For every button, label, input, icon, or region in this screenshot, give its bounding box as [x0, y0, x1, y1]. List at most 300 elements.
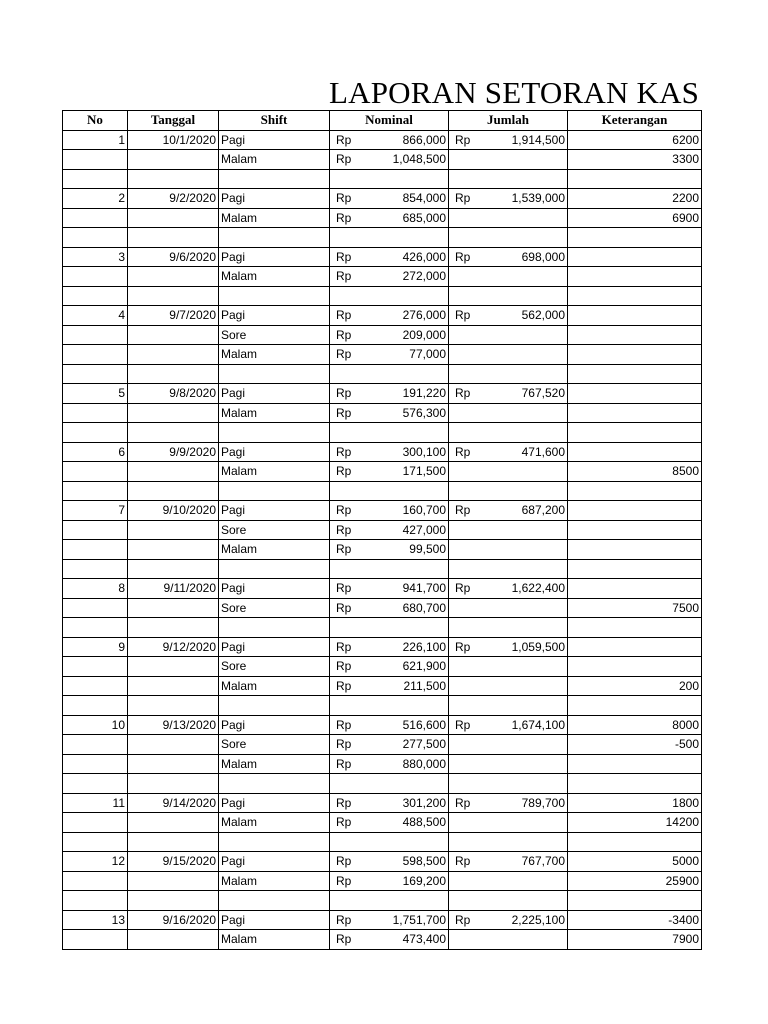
- cell-shift: Malam: [219, 267, 330, 287]
- cell-nominal: [330, 462, 449, 482]
- nominal-currency: Rp: [336, 327, 352, 342]
- nominal-currency: Rp: [336, 308, 352, 323]
- cell-jumlah: [449, 637, 568, 657]
- cell-shift: [219, 286, 330, 306]
- table-row: [63, 208, 702, 228]
- cell-jumlah: [449, 813, 568, 833]
- cell-nominal: [330, 501, 449, 521]
- cell-tanggal: 9/6/2020: [128, 247, 219, 267]
- header-tanggal: Tanggal: [128, 111, 219, 131]
- nominal-amount: 169,200: [402, 873, 446, 888]
- cell-jumlah: [449, 676, 568, 696]
- table-row: [63, 423, 702, 443]
- cell-tanggal: [128, 208, 219, 228]
- cell-jumlah: [449, 286, 568, 306]
- nominal-amount: 941,700: [402, 581, 446, 596]
- table-row: [63, 520, 702, 540]
- nominal-amount: 300,100: [402, 444, 446, 459]
- nominal-currency: Rp: [336, 581, 352, 596]
- cell-no: [63, 228, 128, 248]
- table-row: [63, 618, 702, 638]
- cell-no: 2: [63, 189, 128, 209]
- cell-tanggal: [128, 286, 219, 306]
- jumlah-currency: Rp: [455, 308, 471, 323]
- cell-jumlah: [449, 267, 568, 287]
- cell-shift: Malam: [219, 813, 330, 833]
- cell-nominal: [330, 910, 449, 930]
- cell-shift: Pagi: [219, 910, 330, 930]
- cell-jumlah: [449, 579, 568, 599]
- cell-tanggal: [128, 774, 219, 794]
- nominal-currency: Rp: [336, 132, 352, 147]
- cell-keterangan: [568, 442, 702, 462]
- cell-keterangan: [568, 579, 702, 599]
- cell-nominal: [330, 930, 449, 950]
- cell-jumlah: [449, 871, 568, 891]
- cell-jumlah: [449, 501, 568, 521]
- jumlah-amount: 767,700: [521, 854, 565, 869]
- cell-no: [63, 676, 128, 696]
- cell-no: [63, 520, 128, 540]
- table-row: [63, 559, 702, 579]
- cell-nominal: [330, 559, 449, 579]
- cell-shift: [219, 364, 330, 384]
- cell-nominal: [330, 637, 449, 657]
- nominal-currency: Rp: [336, 386, 352, 401]
- cell-shift: [219, 891, 330, 911]
- cell-tanggal: [128, 364, 219, 384]
- cell-keterangan: 7900: [568, 930, 702, 950]
- cell-no: [63, 871, 128, 891]
- cell-shift: Pagi: [219, 442, 330, 462]
- cell-no: [63, 598, 128, 618]
- cell-tanggal: [128, 657, 219, 677]
- nominal-currency: Rp: [336, 269, 352, 284]
- table-row: [63, 267, 702, 287]
- cell-jumlah: [449, 384, 568, 404]
- nominal-currency: Rp: [336, 347, 352, 362]
- cell-jumlah: [449, 793, 568, 813]
- cell-shift: Malam: [219, 208, 330, 228]
- cell-tanggal: 9/11/2020: [128, 579, 219, 599]
- cell-keterangan: [568, 657, 702, 677]
- cell-shift: [219, 696, 330, 716]
- table-row: [63, 345, 702, 365]
- cell-shift: Malam: [219, 403, 330, 423]
- cell-nominal: [330, 403, 449, 423]
- cell-jumlah: [449, 306, 568, 326]
- table-row: [63, 501, 702, 521]
- table-row: [63, 286, 702, 306]
- cell-nominal: [330, 130, 449, 150]
- cell-keterangan: [568, 364, 702, 384]
- cell-nominal: [330, 579, 449, 599]
- table-row: [63, 793, 702, 813]
- cell-shift: Malam: [219, 540, 330, 560]
- cell-nominal: [330, 618, 449, 638]
- cell-nominal: [330, 676, 449, 696]
- cell-keterangan: [568, 520, 702, 540]
- cell-no: [63, 208, 128, 228]
- nominal-amount: 209,000: [402, 327, 446, 342]
- cell-tanggal: [128, 345, 219, 365]
- cell-jumlah: [449, 774, 568, 794]
- cell-nominal: [330, 832, 449, 852]
- nominal-currency: Rp: [336, 405, 352, 420]
- cell-keterangan: [568, 540, 702, 560]
- cell-tanggal: 9/16/2020: [128, 910, 219, 930]
- cell-shift: Pagi: [219, 247, 330, 267]
- cell-shift: Pagi: [219, 715, 330, 735]
- jumlah-amount: 687,200: [521, 503, 565, 518]
- cell-no: 3: [63, 247, 128, 267]
- nominal-currency: Rp: [336, 444, 352, 459]
- jumlah-amount: 767,520: [521, 386, 565, 401]
- cell-jumlah: [449, 442, 568, 462]
- cell-jumlah: [449, 618, 568, 638]
- cell-tanggal: 9/10/2020: [128, 501, 219, 521]
- cell-no: [63, 403, 128, 423]
- table-row: [63, 852, 702, 872]
- nominal-amount: 301,200: [402, 795, 446, 810]
- nominal-currency: Rp: [336, 600, 352, 615]
- cell-keterangan: [568, 169, 702, 189]
- nominal-amount: 77,000: [409, 347, 446, 362]
- cell-nominal: [330, 325, 449, 345]
- cell-no: [63, 423, 128, 443]
- cell-jumlah: [449, 910, 568, 930]
- cell-no: [63, 169, 128, 189]
- table-row: [63, 403, 702, 423]
- table-header: [63, 111, 702, 131]
- cell-no: 12: [63, 852, 128, 872]
- table-row: [63, 657, 702, 677]
- cell-shift: Pagi: [219, 852, 330, 872]
- jumlah-amount: 1,539,000: [511, 191, 565, 206]
- cell-nominal: [330, 247, 449, 267]
- table-row: [63, 696, 702, 716]
- cell-shift: [219, 832, 330, 852]
- table-row: [63, 676, 702, 696]
- cell-jumlah: [449, 559, 568, 579]
- table-row: [63, 813, 702, 833]
- cell-shift: Pagi: [219, 306, 330, 326]
- header-jumlah: Jumlah: [449, 111, 568, 131]
- cell-nominal: [330, 657, 449, 677]
- cell-nominal: [330, 891, 449, 911]
- table-row: [63, 481, 702, 501]
- cell-no: [63, 735, 128, 755]
- table-row: [63, 130, 702, 150]
- cell-tanggal: [128, 169, 219, 189]
- cell-tanggal: [128, 871, 219, 891]
- nominal-currency: Rp: [336, 678, 352, 693]
- nominal-currency: Rp: [336, 932, 352, 947]
- cell-shift: Sore: [219, 735, 330, 755]
- nominal-amount: 160,700: [402, 503, 446, 518]
- nominal-amount: 99,500: [409, 542, 446, 557]
- header-no: No: [63, 111, 128, 131]
- cell-jumlah: [449, 481, 568, 501]
- cell-shift: [219, 481, 330, 501]
- cell-jumlah: [449, 520, 568, 540]
- cell-tanggal: 9/8/2020: [128, 384, 219, 404]
- table-row: [63, 306, 702, 326]
- nominal-currency: Rp: [336, 464, 352, 479]
- jumlah-currency: Rp: [455, 132, 471, 147]
- nominal-currency: Rp: [336, 659, 352, 674]
- cell-tanggal: [128, 267, 219, 287]
- cell-nominal: [330, 208, 449, 228]
- cell-no: 6: [63, 442, 128, 462]
- cell-tanggal: [128, 676, 219, 696]
- cell-keterangan: [568, 696, 702, 716]
- cell-shift: Malam: [219, 676, 330, 696]
- nominal-amount: 621,900: [402, 659, 446, 674]
- cell-tanggal: 9/13/2020: [128, 715, 219, 735]
- cell-keterangan: [568, 618, 702, 638]
- cell-shift: [219, 169, 330, 189]
- cell-keterangan: 14200: [568, 813, 702, 833]
- table-row: [63, 189, 702, 209]
- cell-tanggal: [128, 228, 219, 248]
- cell-tanggal: 10/1/2020: [128, 130, 219, 150]
- nominal-currency: Rp: [336, 737, 352, 752]
- jumlah-currency: Rp: [455, 191, 471, 206]
- cell-shift: [219, 559, 330, 579]
- cell-no: [63, 832, 128, 852]
- cell-no: [63, 774, 128, 794]
- cell-keterangan: [568, 559, 702, 579]
- nominal-amount: 680,700: [402, 600, 446, 615]
- cell-jumlah: [449, 735, 568, 755]
- cell-keterangan: -3400: [568, 910, 702, 930]
- cell-keterangan: [568, 325, 702, 345]
- cell-tanggal: [128, 618, 219, 638]
- cell-shift: Sore: [219, 520, 330, 540]
- cell-jumlah: [449, 150, 568, 170]
- cell-tanggal: 9/12/2020: [128, 637, 219, 657]
- cell-tanggal: [128, 735, 219, 755]
- table-row: [63, 247, 702, 267]
- table-row: [63, 150, 702, 170]
- header-row: [63, 111, 702, 131]
- nominal-amount: 488,500: [402, 815, 446, 830]
- cell-no: [63, 540, 128, 560]
- cell-keterangan: [568, 423, 702, 443]
- nominal-amount: 685,000: [402, 210, 446, 225]
- jumlah-amount: 1,914,500: [511, 132, 565, 147]
- cell-keterangan: 6200: [568, 130, 702, 150]
- cell-jumlah: [449, 403, 568, 423]
- cell-nominal: [330, 442, 449, 462]
- cell-no: 7: [63, 501, 128, 521]
- cell-tanggal: 9/14/2020: [128, 793, 219, 813]
- header-nominal: Nominal: [330, 111, 449, 131]
- cell-nominal: [330, 754, 449, 774]
- jumlah-amount: 789,700: [521, 795, 565, 810]
- cell-jumlah: [449, 715, 568, 735]
- cell-tanggal: [128, 481, 219, 501]
- table-row: [63, 364, 702, 384]
- cell-jumlah: [449, 208, 568, 228]
- cell-keterangan: [568, 247, 702, 267]
- table-row: [63, 579, 702, 599]
- cell-nominal: [330, 540, 449, 560]
- cell-jumlah: [449, 247, 568, 267]
- cell-shift: Malam: [219, 930, 330, 950]
- cell-shift: Pagi: [219, 130, 330, 150]
- cell-shift: Pagi: [219, 501, 330, 521]
- cell-keterangan: 8500: [568, 462, 702, 482]
- cell-nominal: [330, 306, 449, 326]
- cell-no: [63, 325, 128, 345]
- cell-no: 4: [63, 306, 128, 326]
- cell-shift: Pagi: [219, 793, 330, 813]
- cell-jumlah: [449, 228, 568, 248]
- cell-no: [63, 657, 128, 677]
- cell-keterangan: [568, 306, 702, 326]
- cell-shift: [219, 774, 330, 794]
- nominal-currency: Rp: [336, 249, 352, 264]
- nominal-amount: 427,000: [402, 522, 446, 537]
- jumlah-currency: Rp: [455, 854, 471, 869]
- nominal-amount: 226,100: [402, 639, 446, 654]
- cell-shift: Pagi: [219, 637, 330, 657]
- cell-no: [63, 364, 128, 384]
- cell-tanggal: [128, 150, 219, 170]
- nominal-currency: Rp: [336, 210, 352, 225]
- cell-jumlah: [449, 462, 568, 482]
- cell-jumlah: [449, 696, 568, 716]
- cell-no: 13: [63, 910, 128, 930]
- cell-shift: Sore: [219, 657, 330, 677]
- cell-keterangan: [568, 891, 702, 911]
- nominal-amount: 1,751,700: [392, 912, 446, 927]
- cell-nominal: [330, 364, 449, 384]
- nominal-amount: 576,300: [402, 405, 446, 420]
- cell-keterangan: [568, 832, 702, 852]
- cell-nominal: [330, 384, 449, 404]
- nominal-currency: Rp: [336, 795, 352, 810]
- cell-no: 5: [63, 384, 128, 404]
- cell-jumlah: [449, 130, 568, 150]
- table-row: [63, 637, 702, 657]
- jumlah-amount: 698,000: [521, 249, 565, 264]
- cell-nominal: [330, 228, 449, 248]
- cell-shift: [219, 423, 330, 443]
- cell-jumlah: [449, 169, 568, 189]
- cell-tanggal: [128, 891, 219, 911]
- cell-nominal: [330, 852, 449, 872]
- nominal-amount: 211,500: [403, 678, 446, 693]
- cell-tanggal: 9/2/2020: [128, 189, 219, 209]
- cell-no: 10: [63, 715, 128, 735]
- nominal-currency: Rp: [336, 854, 352, 869]
- cell-nominal: [330, 345, 449, 365]
- cell-jumlah: [449, 891, 568, 911]
- cell-nominal: [330, 871, 449, 891]
- cell-jumlah: [449, 540, 568, 560]
- cell-nominal: [330, 481, 449, 501]
- cell-nominal: [330, 598, 449, 618]
- cell-jumlah: [449, 852, 568, 872]
- nominal-currency: Rp: [336, 542, 352, 557]
- nominal-currency: Rp: [336, 815, 352, 830]
- table-row: [63, 462, 702, 482]
- cell-tanggal: [128, 403, 219, 423]
- cell-no: [63, 345, 128, 365]
- nominal-amount: 272,000: [402, 269, 446, 284]
- cell-shift: Pagi: [219, 579, 330, 599]
- jumlah-currency: Rp: [455, 444, 471, 459]
- cell-tanggal: [128, 559, 219, 579]
- jumlah-amount: 1,622,400: [511, 581, 565, 596]
- report-table: [62, 110, 702, 950]
- cell-keterangan: [568, 501, 702, 521]
- nominal-currency: Rp: [336, 756, 352, 771]
- nominal-amount: 598,500: [402, 854, 446, 869]
- cell-nominal: [330, 735, 449, 755]
- cell-nominal: [330, 520, 449, 540]
- table-row: [63, 735, 702, 755]
- cell-shift: Malam: [219, 150, 330, 170]
- cell-shift: [219, 228, 330, 248]
- cell-nominal: [330, 715, 449, 735]
- cell-tanggal: [128, 462, 219, 482]
- cell-keterangan: [568, 403, 702, 423]
- cell-keterangan: 3300: [568, 150, 702, 170]
- cell-shift: Malam: [219, 462, 330, 482]
- table-row: [63, 325, 702, 345]
- cell-jumlah: [449, 189, 568, 209]
- jumlah-amount: 1,674,100: [511, 717, 565, 732]
- cell-tanggal: [128, 813, 219, 833]
- cell-keterangan: [568, 481, 702, 501]
- cell-no: [63, 696, 128, 716]
- cell-keterangan: 1800: [568, 793, 702, 813]
- table-row: [63, 169, 702, 189]
- cell-keterangan: 5000: [568, 852, 702, 872]
- table-body: [63, 130, 702, 949]
- cell-no: [63, 930, 128, 950]
- jumlah-currency: Rp: [455, 249, 471, 264]
- cell-shift: Pagi: [219, 189, 330, 209]
- cell-jumlah: [449, 345, 568, 365]
- cell-no: 8: [63, 579, 128, 599]
- cell-jumlah: [449, 325, 568, 345]
- cell-keterangan: [568, 286, 702, 306]
- cell-tanggal: 9/7/2020: [128, 306, 219, 326]
- cell-no: [63, 891, 128, 911]
- jumlah-currency: Rp: [455, 639, 471, 654]
- cell-keterangan: 2200: [568, 189, 702, 209]
- cell-shift: Pagi: [219, 384, 330, 404]
- nominal-currency: Rp: [336, 912, 352, 927]
- cell-nominal: [330, 189, 449, 209]
- cell-tanggal: [128, 423, 219, 443]
- cell-keterangan: 6900: [568, 208, 702, 228]
- cell-shift: Sore: [219, 598, 330, 618]
- cell-keterangan: [568, 754, 702, 774]
- nominal-amount: 1,048,500: [392, 152, 446, 167]
- table-row: [63, 540, 702, 560]
- nominal-amount: 276,000: [402, 308, 446, 323]
- jumlah-currency: Rp: [455, 795, 471, 810]
- cell-tanggal: [128, 325, 219, 345]
- cell-keterangan: [568, 774, 702, 794]
- nominal-amount: 880,000: [402, 756, 446, 771]
